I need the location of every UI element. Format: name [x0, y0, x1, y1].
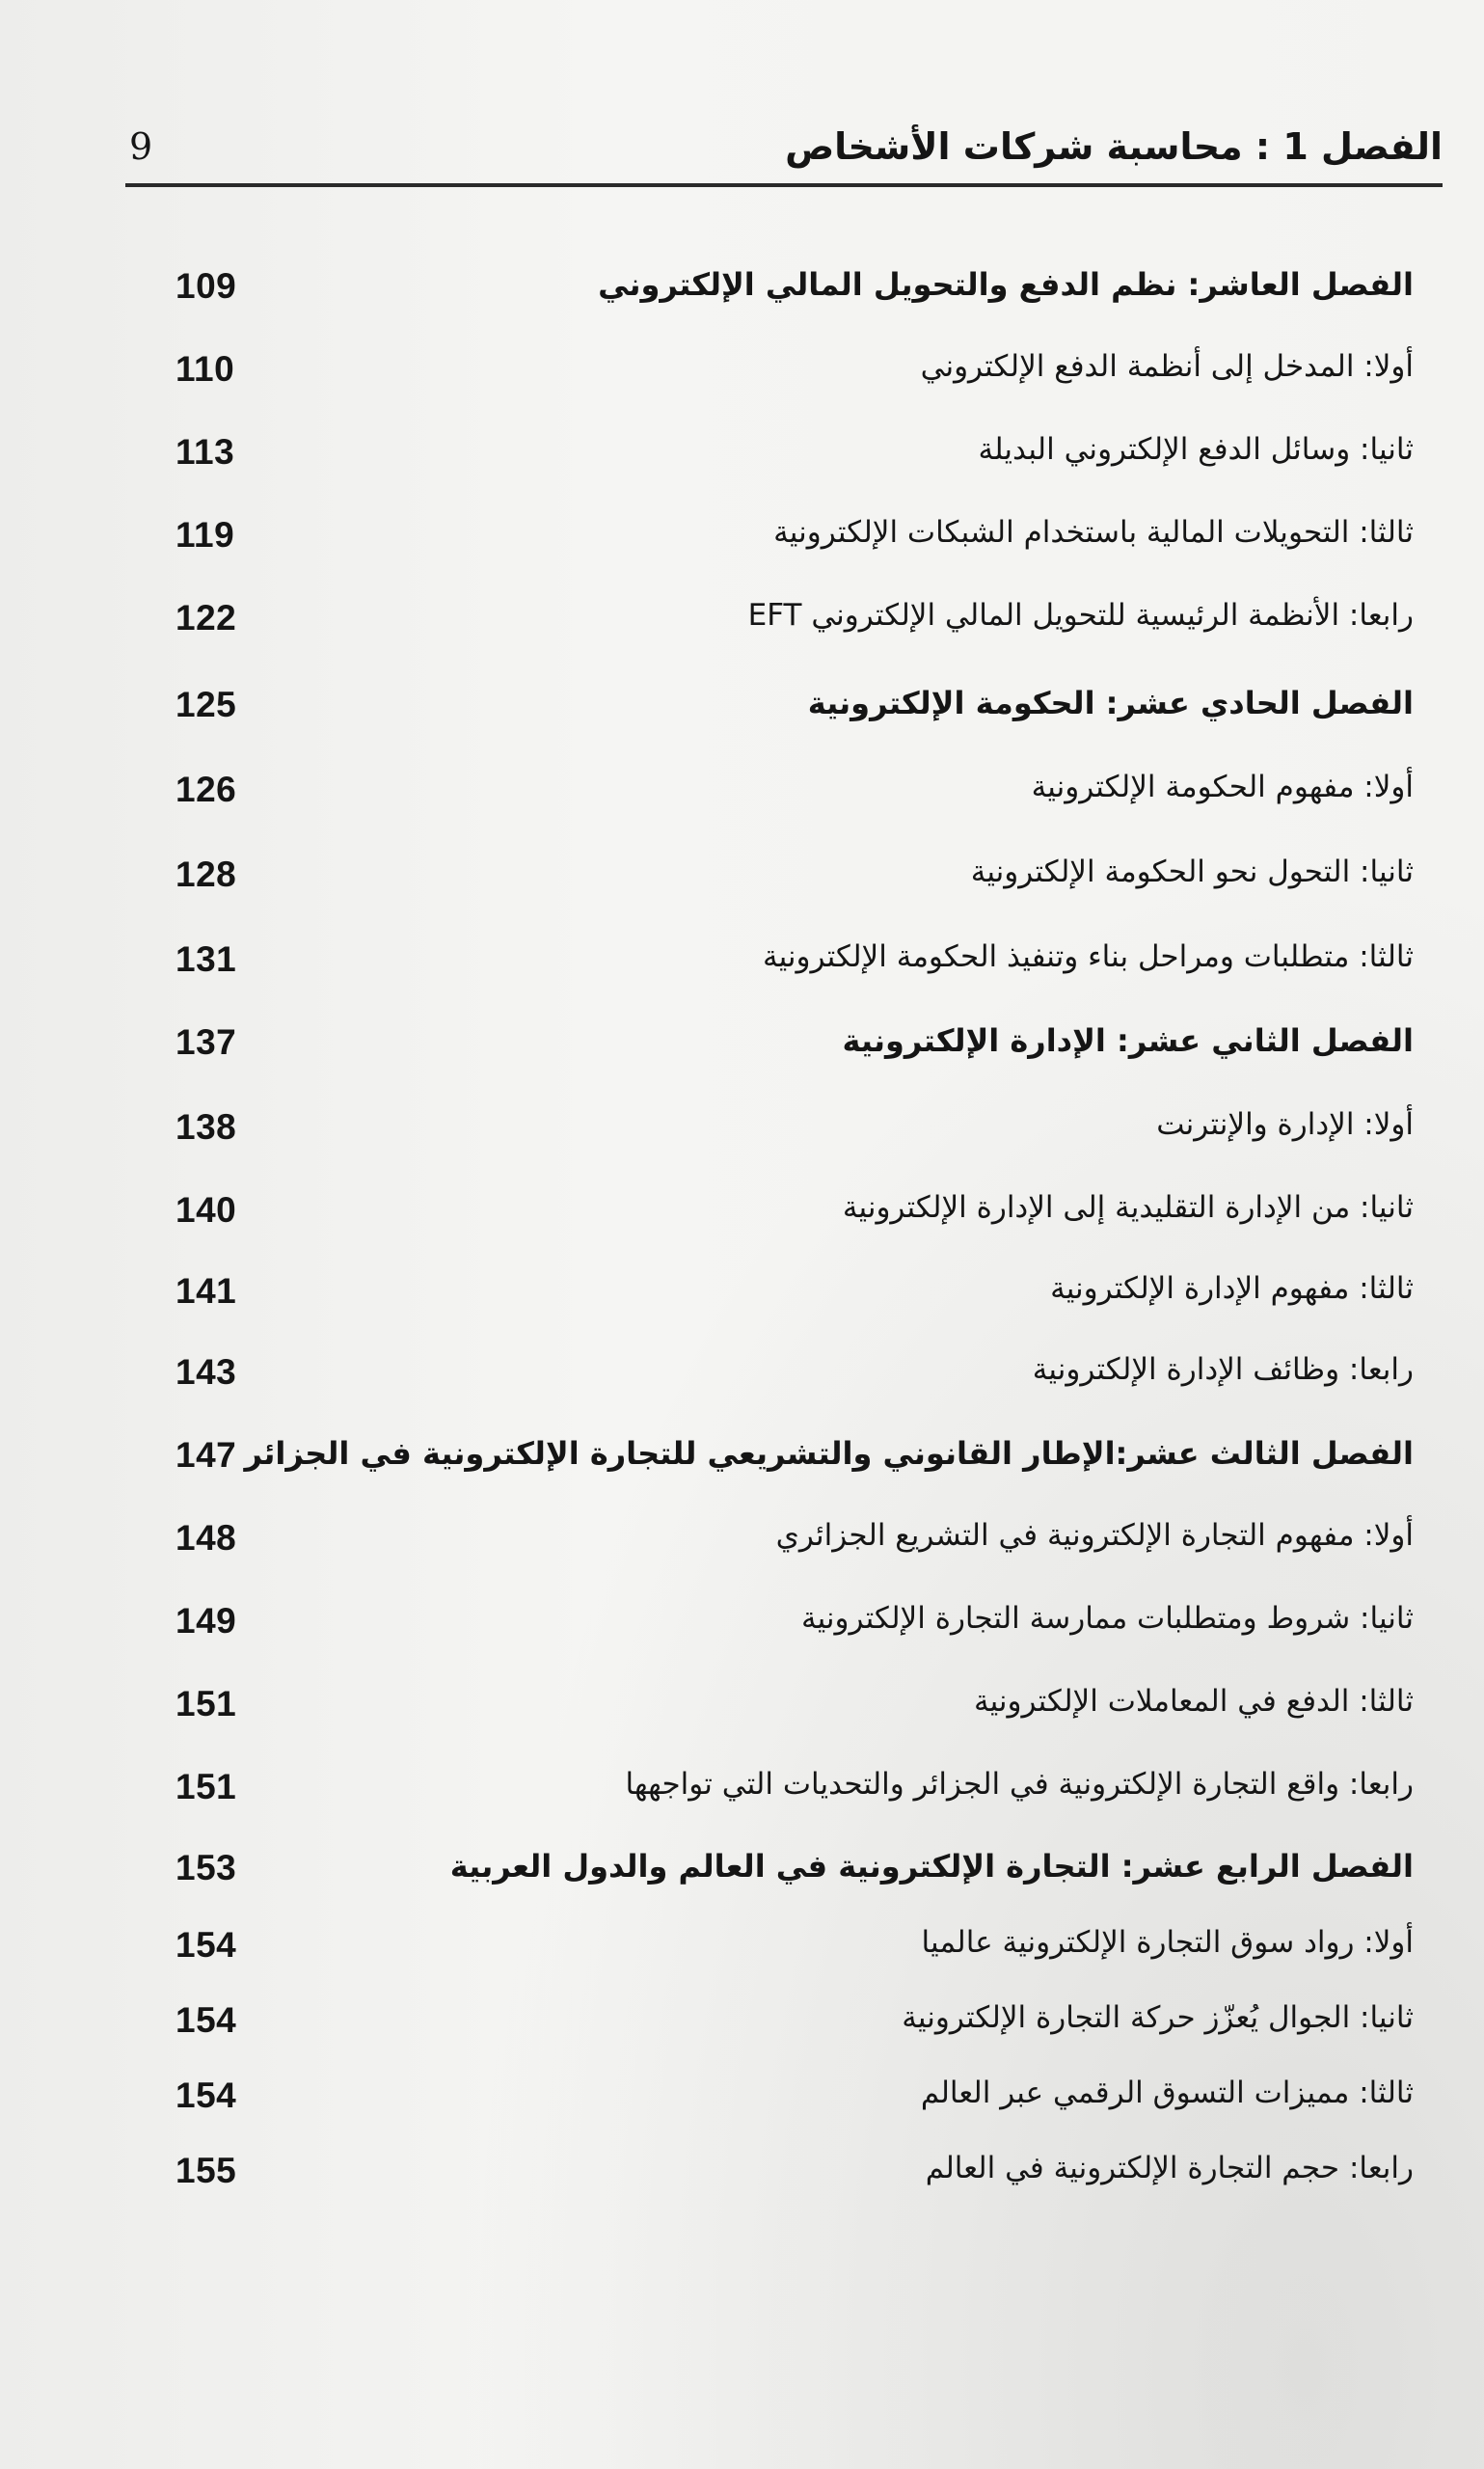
toc-entry-section	[164, 1994, 1414, 2048]
toc-entry-section	[164, 1346, 1414, 1400]
toc-entry-section	[164, 592, 1414, 646]
toc-entry-section	[164, 934, 1414, 988]
toc-entry-chapter	[164, 1017, 1414, 1071]
toc-page-number: 126	[175, 770, 237, 809]
toc-entry-title: الفصل العاشر: نظم الدفع والتحويل المالي الإلكتروني	[598, 266, 1414, 303]
toc-page-number: 125	[175, 685, 237, 724]
toc-entry-chapter	[164, 1429, 1414, 1483]
toc-entry-title: ثانيا: من الإدارة التقليدية إلى الإدارة الإلكترونية	[842, 1190, 1414, 1225]
toc-entry-chapter	[164, 679, 1414, 733]
toc-entry-chapter	[164, 1842, 1414, 1896]
toc-entry-title: ثالثا: مفهوم الإدارة الإلكترونية	[1050, 1271, 1414, 1306]
toc-entry-title: ثانيا: شروط ومتطلبات ممارسة التجارة الإلكترونية	[800, 1601, 1414, 1636]
header-page-number: 9	[129, 125, 153, 168]
toc-page-number: 154	[175, 1925, 237, 1965]
toc-page-number: 113	[175, 432, 235, 472]
toc-entry-section	[164, 1595, 1414, 1649]
toc-page-number: 109	[175, 266, 237, 306]
toc-entry-chapter	[164, 260, 1414, 314]
toc-entry-section	[164, 426, 1414, 480]
toc-page-number: 128	[175, 855, 237, 894]
toc-entry-title: ثانيا: الجوال يُعزّز حركة التجارة الإلكترونية	[902, 2000, 1414, 2035]
toc-entry-section	[164, 509, 1414, 563]
toc-entry-section	[164, 1184, 1414, 1238]
toc-entry-title: أولا: مفهوم الحكومة الإلكترونية	[1031, 770, 1414, 804]
toc-page-number: 110	[175, 349, 235, 389]
toc-page-number: 154	[175, 2000, 237, 2040]
toc-entry-title: ثالثا: مميزات التسوق الرقمي عبر العالم	[920, 2076, 1414, 2110]
toc-page-number: 141	[175, 1271, 237, 1311]
toc-entry-title: ثانيا: التحول نحو الحكومة الإلكترونية	[970, 855, 1414, 889]
toc-entry-section	[164, 1678, 1414, 1732]
toc-page-number: 149	[175, 1601, 237, 1641]
toc-entry-section	[164, 1265, 1414, 1319]
toc-page-number: 151	[175, 1684, 237, 1723]
toc-entry-section	[164, 2070, 1414, 2124]
toc-entry-title: أولا: المدخل إلى أنظمة الدفع الإلكتروني	[920, 349, 1414, 384]
toc-entry-title: أولا: مفهوم التجارة الإلكترونية في التشريع الجزائري	[775, 1518, 1414, 1553]
toc-entry-title: رابعا: وظائف الإدارة الإلكترونية	[1032, 1352, 1414, 1387]
toc-entry-title: ثالثا: التحويلات المالية باستخدام الشبكات الإلكترونية	[773, 515, 1414, 550]
toc-page-number: 154	[175, 2076, 237, 2115]
header-title: الفصل 1 : محاسبة شركات الأشخاص	[785, 125, 1443, 168]
toc-page-number: 151	[175, 1767, 237, 1806]
toc-entry-section	[164, 764, 1414, 818]
toc-entry-title: ثالثا: متطلبات ومراحل بناء وتنفيذ الحكومة الإلكترونية	[762, 939, 1414, 974]
toc-entry-section	[164, 849, 1414, 903]
toc-entry-title: ثانيا: وسائل الدفع الإلكتروني البديلة	[978, 432, 1414, 467]
toc-entry-section	[164, 1512, 1414, 1566]
toc-page-number: 137	[175, 1022, 237, 1062]
toc-entry-title: الفصل الثاني عشر: الإدارة الإلكترونية	[842, 1022, 1414, 1059]
toc-page-number: 119	[175, 515, 235, 555]
toc-entry-section	[164, 343, 1414, 397]
toc-entry-title: الفصل الحادي عشر: الحكومة الإلكترونية	[807, 685, 1414, 721]
toc-page-number: 153	[175, 1848, 237, 1887]
toc-entry-title: أولا: الإدارة والإنترنت	[1156, 1107, 1414, 1142]
toc-entry-title: الفصل الرابع عشر: التجارة الإلكترونية في العالم والدول العربية	[449, 1848, 1414, 1885]
toc-page-number: 148	[175, 1518, 237, 1558]
toc-page-number: 140	[175, 1190, 237, 1230]
toc-page-number: 147	[175, 1435, 237, 1475]
toc-entry-section	[164, 1761, 1414, 1815]
toc-page-number: 143	[175, 1352, 237, 1392]
toc-entry-title: رابعا: الأنظمة الرئيسية للتحويل المالي الإلكتروني EFT	[747, 598, 1414, 633]
toc-entry-title: رابعا: حجم التجارة الإلكترونية في العالم	[925, 2151, 1414, 2185]
toc-page-number: 155	[175, 2151, 237, 2190]
toc-page-number: 131	[175, 939, 237, 979]
toc-entry-title: ثالثا: الدفع في المعاملات الإلكترونية	[973, 1684, 1414, 1719]
toc-entry-section	[164, 2145, 1414, 2199]
toc-entry-title: الفصل الثالث عشر:الإطار القانوني والتشريعي للتجارة الإلكترونية في الجزائر	[244, 1435, 1414, 1472]
toc-entry-title: أولا: رواد سوق التجارة الإلكترونية عالميا	[921, 1925, 1414, 1960]
toc-entry-title: رابعا: واقع التجارة الإلكترونية في الجزائر والتحديات التي تواجهها	[625, 1767, 1414, 1802]
toc-entry-section	[164, 1919, 1414, 1973]
running-header	[125, 114, 1443, 187]
toc-page-number: 122	[175, 598, 237, 638]
toc-page-number: 138	[175, 1107, 237, 1147]
toc-entry-section	[164, 1101, 1414, 1155]
